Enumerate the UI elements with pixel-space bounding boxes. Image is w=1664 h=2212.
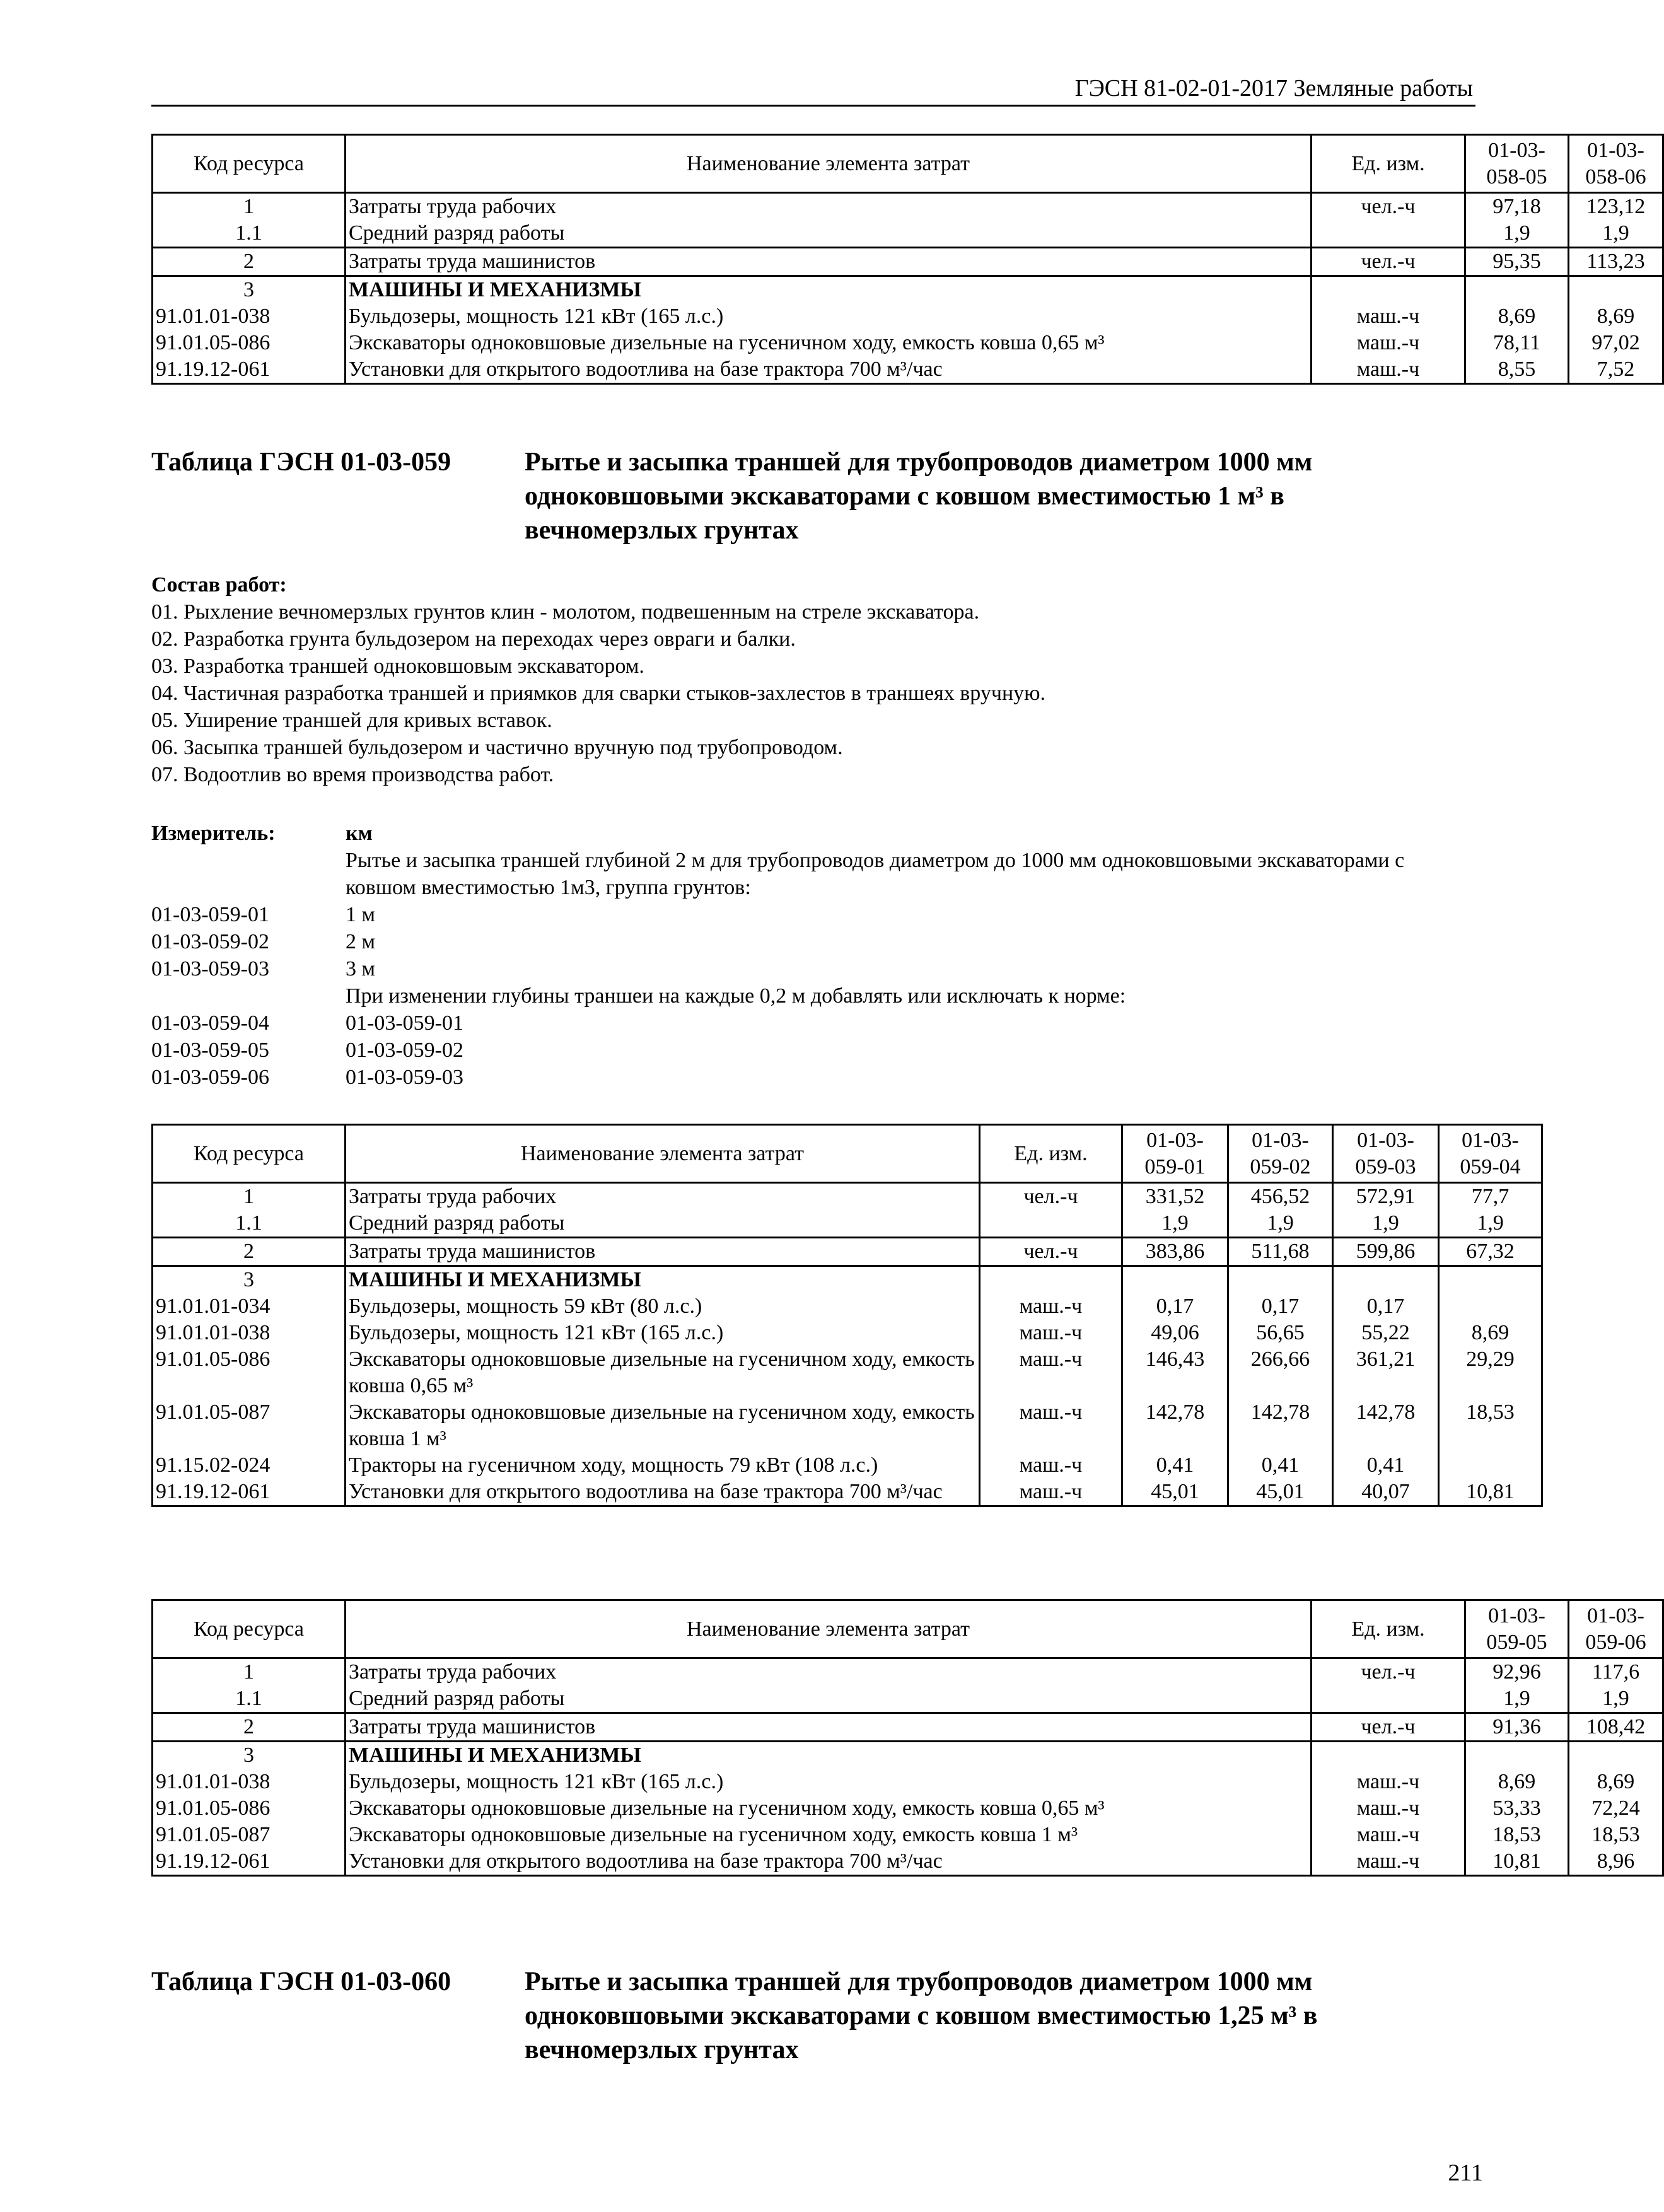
resource-value (1122, 1266, 1228, 1294)
resource-unit: чел.-ч (980, 1238, 1122, 1266)
resource-value: 10,81 (1465, 1848, 1569, 1876)
resource-value: 92,96 (1465, 1658, 1569, 1686)
resource-code: 1.1 (153, 1210, 346, 1238)
resource-unit: маш.-ч (1312, 1769, 1465, 1795)
table-row (153, 1346, 1542, 1399)
page-number: 211 (1448, 2160, 1483, 2186)
resource-value: 40,07 (1333, 1479, 1439, 1506)
page-header (151, 71, 1475, 107)
resource-name: Установки для открытого водоотлива на базе трактора 700 м³/час (346, 1479, 980, 1506)
measure-row (151, 1010, 1475, 1037)
measure-code: 01-03-059-06 (151, 1066, 269, 1089)
resource-table-058 (151, 134, 1664, 385)
resource-name: Бульдозеры, мощность 121 кВт (165 л.с.) (346, 303, 1312, 330)
resource-value: 599,86 (1333, 1238, 1439, 1266)
col-header-value: 01-03- 059-05 (1465, 1600, 1569, 1658)
resource-value: 1,9 (1465, 220, 1569, 248)
resource-name: МАШИНЫ И МЕХАНИЗМЫ (346, 276, 1312, 304)
resource-value: 56,65 (1228, 1320, 1333, 1346)
resource-value: 8,69 (1465, 303, 1569, 330)
resource-value: 0,41 (1228, 1452, 1333, 1479)
resource-value: 0,41 (1333, 1452, 1439, 1479)
table-row (153, 1769, 1663, 1795)
table-row (153, 1658, 1663, 1686)
resource-unit: маш.-ч (980, 1346, 1122, 1399)
resource-value: 29,29 (1439, 1346, 1542, 1399)
resource-value: 113,23 (1569, 248, 1663, 276)
resource-code: 3 (153, 276, 346, 304)
measure-value: 1 м (346, 903, 376, 926)
resource-name: Затраты труда машинистов (346, 1238, 980, 1266)
measure-unit: км (346, 822, 373, 845)
resource-value: 142,78 (1333, 1399, 1439, 1452)
measure-code: 01-03-059-02 (151, 930, 269, 953)
resource-value: 97,02 (1569, 330, 1663, 356)
resource-value: 67,32 (1439, 1238, 1542, 1266)
resource-value: 1,9 (1569, 220, 1663, 248)
table-row (153, 1210, 1542, 1238)
table-row (153, 276, 1663, 304)
resource-value: 0,17 (1122, 1293, 1228, 1320)
resource-value: 77,7 (1439, 1183, 1542, 1211)
col-header-name: Наименование элемента затрат (346, 135, 1312, 193)
resource-code: 91.19.12-061 (153, 356, 346, 384)
col-header-value: 01-03- 058-05 (1465, 135, 1569, 193)
table-row (153, 193, 1663, 221)
resource-code: 91.01.01-038 (153, 1320, 346, 1346)
resource-value: 266,66 (1228, 1346, 1333, 1399)
table-row (153, 1320, 1542, 1346)
resource-name: Бульдозеры, мощность 121 кВт (165 л.с.) (346, 1769, 1312, 1795)
resource-unit: маш.-ч (980, 1452, 1122, 1479)
composition-item: 07. Водоотлив во время производства работ. (151, 763, 554, 786)
resource-value (1465, 276, 1569, 304)
resource-code: 91.15.02-024 (153, 1452, 346, 1479)
col-header-value: 01-03- 059-02 (1228, 1125, 1333, 1183)
composition-item: 03. Разработка траншей одноковшовым экскаватором. (151, 655, 644, 678)
resource-unit: чел.-ч (980, 1183, 1122, 1211)
resource-value: 45,01 (1228, 1479, 1333, 1506)
measure-row (151, 1064, 1475, 1091)
table-code: Таблица ГЭСН 01-03-060 (151, 1967, 451, 1996)
resource-value (1569, 276, 1663, 304)
measure-description: Рытье и засыпка траншей глубиной 2 м для трубопроводов диаметром до 1000 мм одноковшовыми экскаваторами с ковшом вместимостью 1м3, группа грунтов: (346, 849, 1405, 899)
resource-name: Экскаваторы одноковшовые дизельные на гусеничном ходу, емкость ковша 1 м³ (346, 1822, 1312, 1848)
resource-value: 53,33 (1465, 1795, 1569, 1822)
resource-value: 97,18 (1465, 193, 1569, 221)
measure-row (151, 1037, 1475, 1064)
resource-value (1465, 1742, 1569, 1769)
resource-value: 8,96 (1569, 1848, 1663, 1876)
resource-value: 18,53 (1569, 1822, 1663, 1848)
resource-value (1569, 1742, 1663, 1769)
col-header-unit: Ед. изм. (1312, 135, 1465, 193)
measure-label: Измеритель: (151, 822, 276, 845)
resource-code: 91.19.12-061 (153, 1479, 346, 1506)
resource-value (1439, 1452, 1542, 1479)
table-row (153, 1293, 1542, 1320)
table-row (153, 1685, 1663, 1713)
measure-code: 01-03-059-03 (151, 957, 269, 981)
resource-name: Средний разряд работы (346, 1210, 980, 1238)
measure-row (151, 928, 1475, 955)
resource-code: 3 (153, 1266, 346, 1294)
resource-value: 8,69 (1569, 303, 1663, 330)
resource-unit: маш.-ч (980, 1293, 1122, 1320)
table-row (153, 1452, 1542, 1479)
table-row (153, 1238, 1542, 1266)
resource-name: Тракторы на гусеничном ходу, мощность 79 кВт (108 л.с.) (346, 1452, 980, 1479)
resource-value: 0,17 (1333, 1293, 1439, 1320)
resource-value: 1,9 (1122, 1210, 1228, 1238)
resource-value: 331,52 (1122, 1183, 1228, 1211)
resource-code: 1 (153, 193, 346, 221)
resource-value: 7,52 (1569, 356, 1663, 384)
resource-unit: маш.-ч (1312, 1848, 1465, 1876)
resource-code: 91.01.05-086 (153, 330, 346, 356)
work-composition (151, 571, 1475, 788)
table-row (153, 1713, 1663, 1742)
resource-value: 0,41 (1122, 1452, 1228, 1479)
table-row (153, 1183, 1542, 1211)
resource-value: 91,36 (1465, 1713, 1569, 1742)
composition-item: 06. Засыпка траншей бульдозером и частично вручную под трубопроводом. (151, 736, 843, 759)
resource-value: 383,86 (1122, 1238, 1228, 1266)
col-header-code: Код ресурса (153, 1125, 346, 1183)
composition-item: 05. Уширение траншей для кривых вставок. (151, 709, 552, 732)
resource-value: 117,6 (1569, 1658, 1663, 1686)
resource-value: 95,35 (1465, 248, 1569, 276)
resource-value: 0,17 (1228, 1293, 1333, 1320)
resource-code: 91.01.05-086 (153, 1795, 346, 1822)
col-header-value: 01-03- 059-06 (1569, 1600, 1663, 1658)
resource-code: 91.01.01-038 (153, 1769, 346, 1795)
col-header-value: 01-03- 058-06 (1569, 135, 1663, 193)
resource-unit (1312, 276, 1465, 304)
resource-name: Экскаваторы одноковшовые дизельные на гусеничном ходу, емкость ковша 0,65 м³ (346, 1346, 980, 1399)
resource-value: 1,9 (1439, 1210, 1542, 1238)
resource-value: 361,21 (1333, 1346, 1439, 1399)
table-row (153, 1266, 1542, 1294)
table-row (153, 330, 1663, 356)
resource-name: Средний разряд работы (346, 1685, 1312, 1713)
resource-code: 2 (153, 248, 346, 276)
resource-value: 10,81 (1439, 1479, 1542, 1506)
table-row (153, 1742, 1663, 1769)
composition-item: 01. Рыхление вечномерзлых грунтов клин - молотом, подвешенным на стреле экскаватора. (151, 600, 980, 624)
resource-name: Экскаваторы одноковшовые дизельные на гусеничном ходу, емкость ковша 0,65 м³ (346, 330, 1312, 356)
measure-code: 01-03-059-04 (151, 1011, 269, 1035)
resource-code: 3 (153, 1742, 346, 1769)
resource-value: 1,9 (1228, 1210, 1333, 1238)
resource-value: 55,22 (1333, 1320, 1439, 1346)
resource-name: Затраты труда рабочих (346, 193, 1312, 221)
resource-name: Затраты труда машинистов (346, 1713, 1312, 1742)
resource-unit: маш.-ч (980, 1320, 1122, 1346)
resource-value: 72,24 (1569, 1795, 1663, 1822)
table-name: Рытье и засыпка траншей для трубопроводов диаметром 1000 мм одноковшовыми экскаваторами с ковшом вместимостью 1 м³ в вечномерзлых грунтах (525, 448, 1313, 545)
resource-unit (1312, 220, 1465, 248)
resource-value: 1,9 (1465, 1685, 1569, 1713)
resource-unit: чел.-ч (1312, 1658, 1465, 1686)
measure-value: 3 м (346, 957, 376, 981)
resource-value: 8,55 (1465, 356, 1569, 384)
resource-unit (1312, 1685, 1465, 1713)
composition-item: 02. Разработка грунта бульдозером на переходах через овраги и балки. (151, 627, 796, 651)
resource-name: МАШИНЫ И МЕХАНИЗМЫ (346, 1742, 1312, 1769)
resource-unit: чел.-ч (1312, 1713, 1465, 1742)
resource-code: 1 (153, 1658, 346, 1686)
table-row (153, 303, 1663, 330)
resource-code: 91.01.01-034 (153, 1293, 346, 1320)
measure-row (151, 901, 1475, 928)
table-row (153, 1399, 1542, 1452)
resource-code: 91.19.12-061 (153, 1848, 346, 1876)
composition-item: 04. Частичная разработка траншей и приямков для сварки стыков-захлестов в траншеях вручную. (151, 682, 1046, 705)
measure-section (151, 820, 1475, 1091)
resource-name: МАШИНЫ И МЕХАНИЗМЫ (346, 1266, 980, 1294)
measure-row (151, 955, 1475, 982)
measure-value: 2 м (346, 930, 376, 953)
resource-value: 18,53 (1465, 1822, 1569, 1848)
resource-value (1439, 1266, 1542, 1294)
resource-unit: маш.-ч (980, 1399, 1122, 1452)
resource-value: 456,52 (1228, 1183, 1333, 1211)
col-header-unit: Ед. изм. (980, 1125, 1122, 1183)
resource-value: 78,11 (1465, 330, 1569, 356)
table-row (153, 1822, 1663, 1848)
resource-code: 2 (153, 1713, 346, 1742)
resource-value: 8,69 (1465, 1769, 1569, 1795)
resource-value: 108,42 (1569, 1713, 1663, 1742)
table-code: Таблица ГЭСН 01-03-059 (151, 448, 451, 477)
resource-value (1228, 1266, 1333, 1294)
measure-code: 01-03-059-05 (151, 1039, 269, 1062)
resource-unit (1312, 1742, 1465, 1769)
resource-unit: маш.-ч (1312, 303, 1465, 330)
resource-value: 18,53 (1439, 1399, 1542, 1452)
resource-value: 8,69 (1569, 1769, 1663, 1795)
resource-value (1439, 1293, 1542, 1320)
table-row (153, 1479, 1542, 1506)
table-row (153, 356, 1663, 384)
col-header-value: 01-03- 059-04 (1439, 1125, 1542, 1183)
measure-note: При изменении глубины траншеи на каждые 0,2 м добавлять или исключать к норме: (346, 984, 1126, 1008)
table-row (153, 1795, 1663, 1822)
resource-code: 2 (153, 1238, 346, 1266)
resource-value: 45,01 (1122, 1479, 1228, 1506)
resource-name: Установки для открытого водоотлива на базе трактора 700 м³/час (346, 1848, 1312, 1876)
resource-value: 123,12 (1569, 193, 1663, 221)
col-header-value: 01-03- 059-01 (1122, 1125, 1228, 1183)
resource-name: Экскаваторы одноковшовые дизельные на гусеничном ходу, емкость ковша 1 м³ (346, 1399, 980, 1452)
col-header-code: Код ресурса (153, 1600, 346, 1658)
resource-name: Бульдозеры, мощность 59 кВт (80 л.с.) (346, 1293, 980, 1320)
measure-value: 01-03-059-01 (346, 1011, 463, 1035)
resource-value: 572,91 (1333, 1183, 1439, 1211)
resource-value (1333, 1266, 1439, 1294)
table-row (153, 1848, 1663, 1876)
resource-name: Средний разряд работы (346, 220, 1312, 248)
resource-unit: чел.-ч (1312, 248, 1465, 276)
measure-value: 01-03-059-03 (346, 1066, 463, 1089)
resource-value: 511,68 (1228, 1238, 1333, 1266)
resource-code: 91.01.01-038 (153, 303, 346, 330)
table-row (153, 248, 1663, 276)
resource-code: 91.01.05-087 (153, 1399, 346, 1452)
resource-value: 142,78 (1122, 1399, 1228, 1452)
col-header-name: Наименование элемента затрат (346, 1600, 1312, 1658)
resource-name: Затраты труда машинистов (346, 248, 1312, 276)
header-title: ГЭСН 81-02-01-2017 Земляные работы (1074, 75, 1473, 102)
resource-name: Затраты труда рабочих (346, 1658, 1312, 1686)
resource-code: 91.01.05-086 (153, 1346, 346, 1399)
resource-unit: маш.-ч (1312, 330, 1465, 356)
resource-name: Бульдозеры, мощность 121 кВт (165 л.с.) (346, 1320, 980, 1346)
resource-code: 91.01.05-087 (153, 1822, 346, 1848)
resource-code: 1.1 (153, 1685, 346, 1713)
resource-name: Установки для открытого водоотлива на базе трактора 700 м³/час (346, 356, 1312, 384)
resource-table-059-b (151, 1599, 1664, 1877)
table-name: Рытье и засыпка траншей для трубопроводов диаметром 1000 мм одноковшовыми экскаваторами с ковшом вместимостью 1,25 м³ в вечномерзлых грунтах (525, 1967, 1318, 2064)
col-header-name: Наименование элемента затрат (346, 1125, 980, 1183)
col-header-value: 01-03- 059-03 (1333, 1125, 1439, 1183)
table-row (153, 220, 1663, 248)
resource-value: 1,9 (1333, 1210, 1439, 1238)
resource-value: 8,69 (1439, 1320, 1542, 1346)
resource-unit: маш.-ч (1312, 1822, 1465, 1848)
resource-unit: маш.-ч (980, 1479, 1122, 1506)
resource-value: 49,06 (1122, 1320, 1228, 1346)
col-header-code: Код ресурса (153, 135, 346, 193)
resource-unit: чел.-ч (1312, 193, 1465, 221)
resource-name: Затраты труда рабочих (346, 1183, 980, 1211)
measure-code: 01-03-059-01 (151, 903, 269, 926)
composition-label: Состав работ: (151, 573, 287, 597)
resource-unit (980, 1210, 1122, 1238)
resource-code: 1.1 (153, 220, 346, 248)
resource-code: 1 (153, 1183, 346, 1211)
resource-value: 142,78 (1228, 1399, 1333, 1452)
resource-table-059-a (151, 1124, 1543, 1507)
measure-value: 01-03-059-02 (346, 1039, 463, 1062)
col-header-unit: Ед. изм. (1312, 1600, 1465, 1658)
resource-unit: маш.-ч (1312, 1795, 1465, 1822)
resource-value: 146,43 (1122, 1346, 1228, 1399)
resource-unit: маш.-ч (1312, 356, 1465, 384)
resource-name: Экскаваторы одноковшовые дизельные на гусеничном ходу, емкость ковша 0,65 м³ (346, 1795, 1312, 1822)
resource-unit (980, 1266, 1122, 1294)
resource-value: 1,9 (1569, 1685, 1663, 1713)
